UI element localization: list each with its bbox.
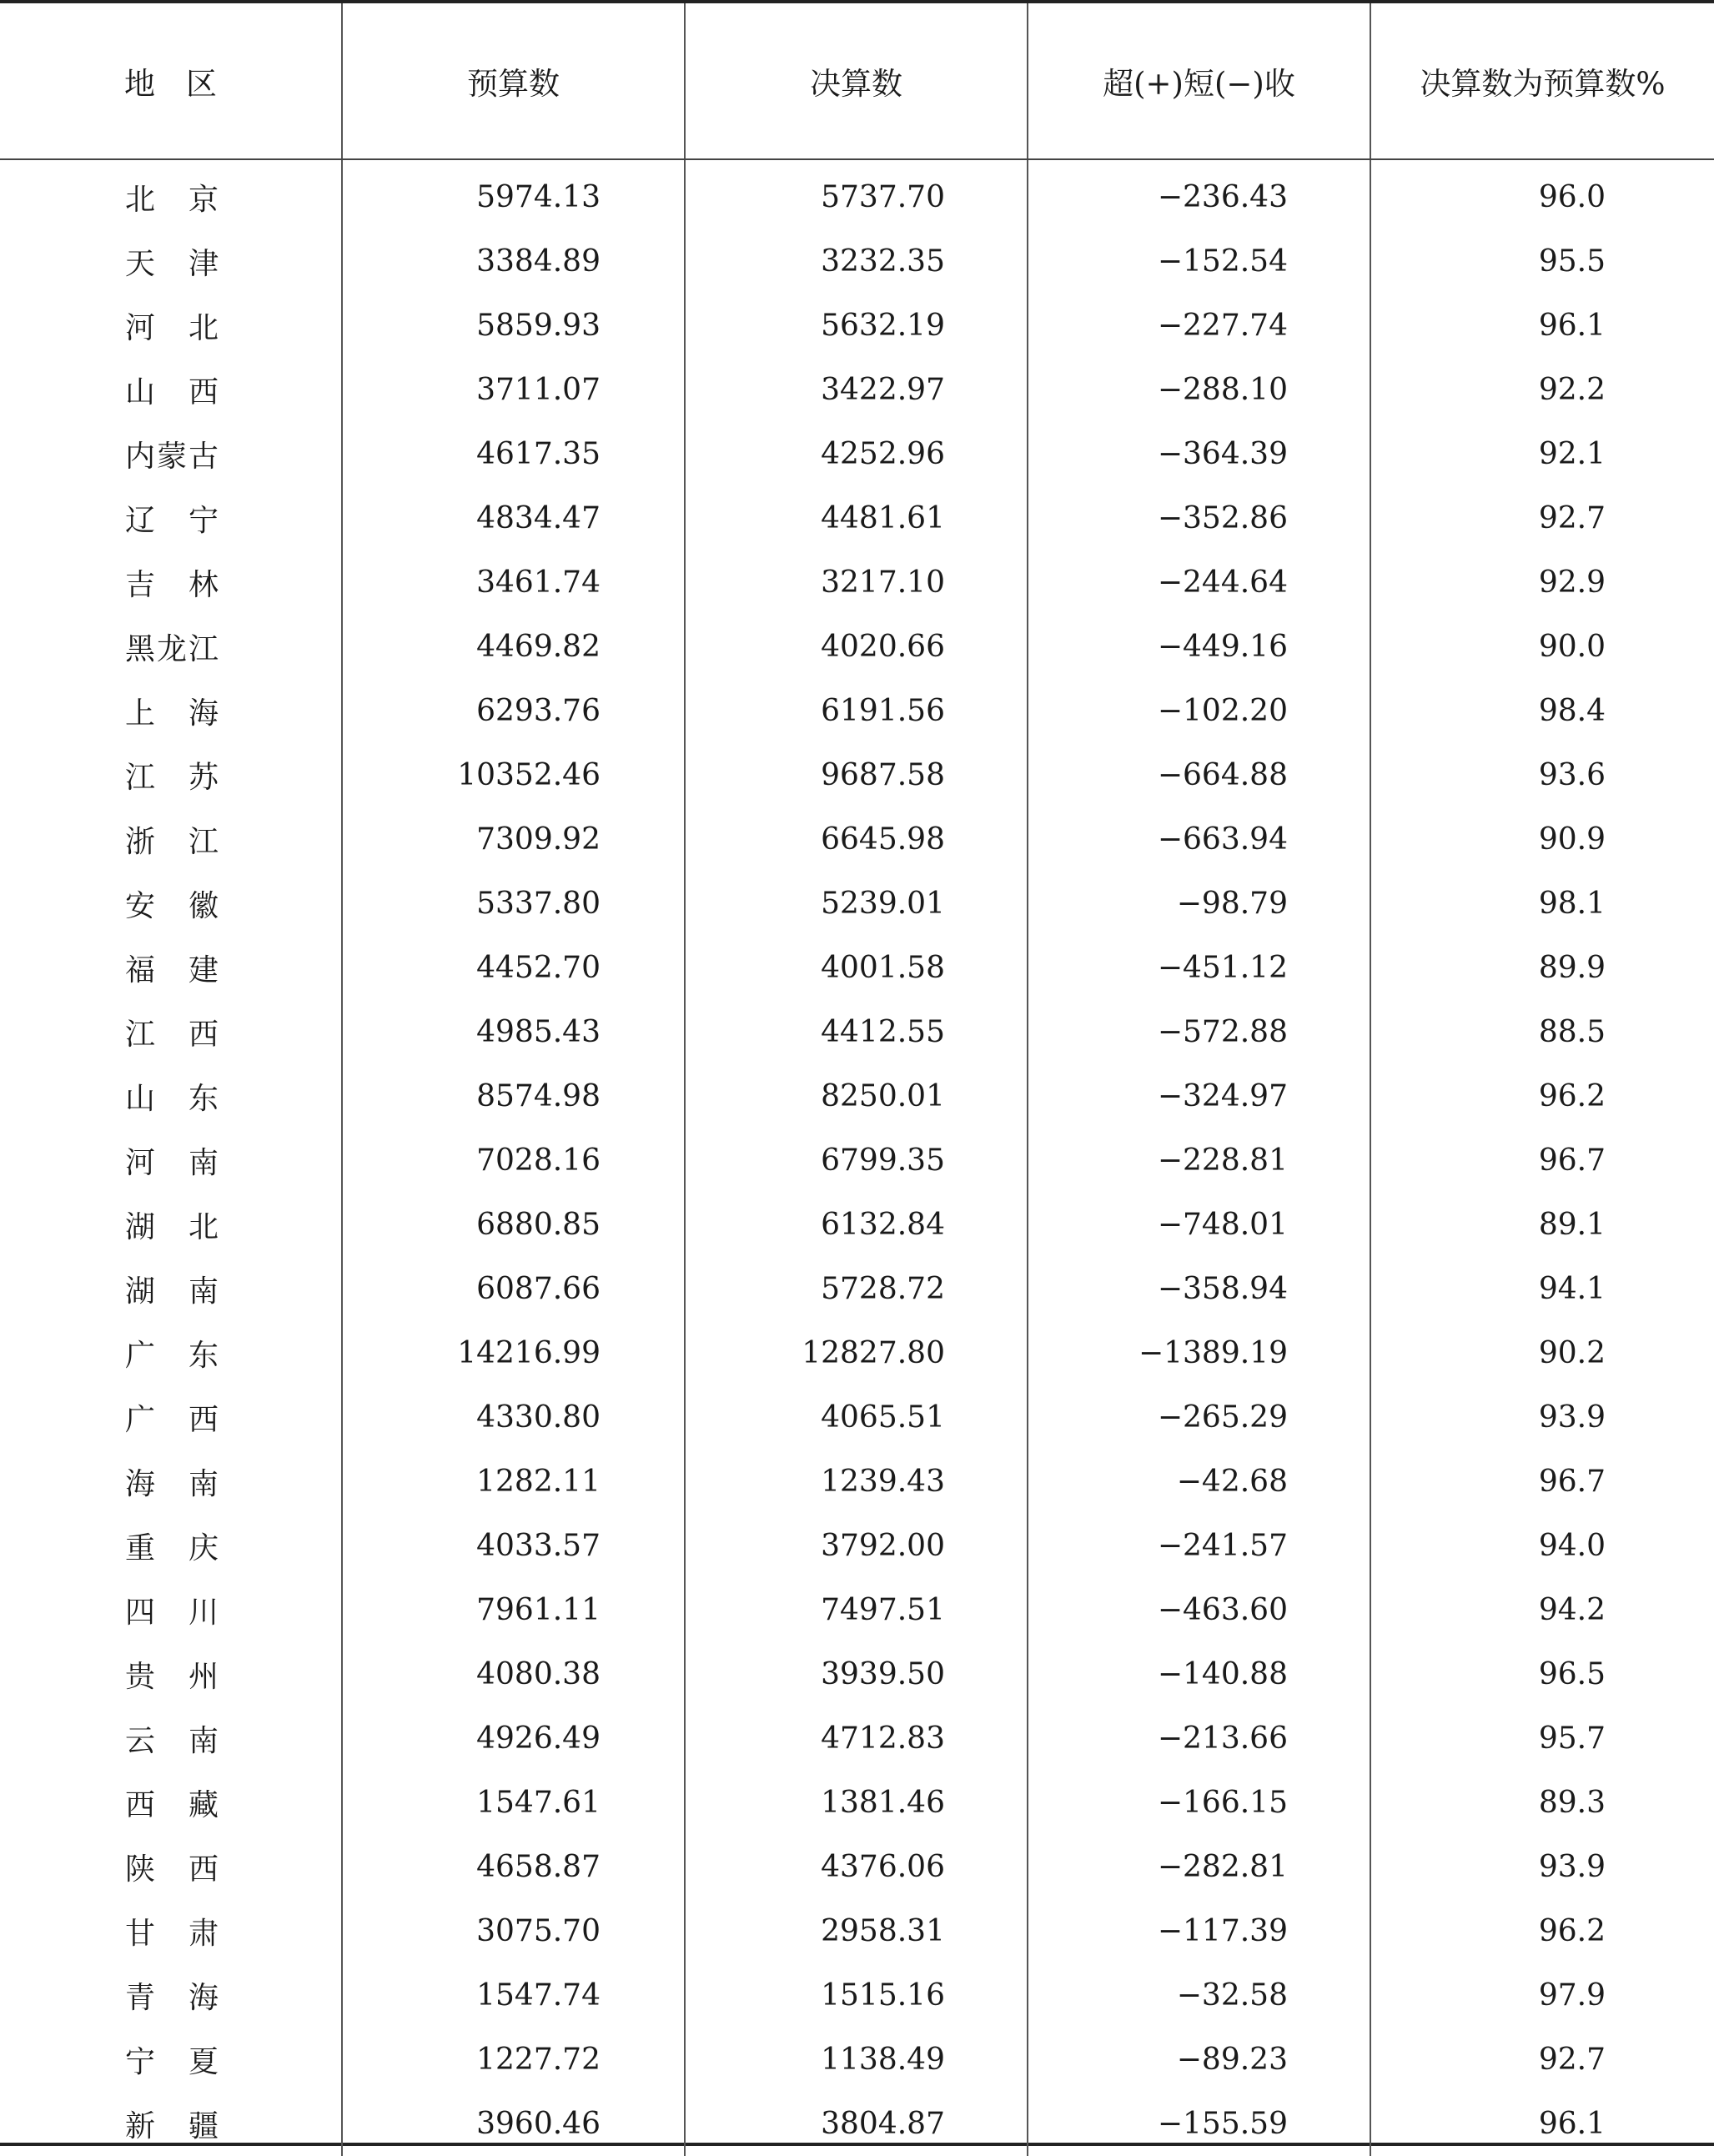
- cell-final: 6799.35: [685, 1128, 1028, 1193]
- cell-final: 3939.50: [685, 1642, 1028, 1706]
- cell-region: [0, 1899, 342, 1963]
- cell-final: 6645.98: [685, 807, 1028, 872]
- cell-diff: −98.79: [1028, 872, 1370, 936]
- region-name: 贵 州: [125, 1660, 221, 1694]
- cell-diff: −102.20: [1028, 679, 1370, 743]
- cell-diff: −324.97: [1028, 1064, 1370, 1128]
- cell-final: 8250.01: [685, 1064, 1028, 1128]
- cell-diff: −463.60: [1028, 1578, 1370, 1642]
- cell-ratio: 94.1: [1538, 1272, 1606, 1306]
- cell-final: 7497.51: [685, 1578, 1028, 1642]
- region-name: 海 南: [125, 1467, 221, 1501]
- cell-budget: 4617.35: [342, 422, 685, 486]
- cell-ratio: 96.7: [1538, 1143, 1606, 1178]
- cell-ratio: 98.1: [1538, 887, 1606, 921]
- cell-budget: 4926.49: [342, 1706, 685, 1771]
- cell-region: [0, 294, 342, 358]
- cell-diff: −282.81: [1028, 1835, 1370, 1899]
- cell-region: [0, 1064, 342, 1128]
- region-name: 黑龙江: [125, 632, 221, 666]
- region-name: 云 南: [125, 1724, 221, 1758]
- region-name: 北 京: [125, 183, 221, 217]
- cell-diff: −236.43: [1028, 159, 1370, 229]
- cell-budget: 14216.99: [342, 1321, 685, 1385]
- cell-budget: 6087.66: [342, 1257, 685, 1321]
- cell-ratio: 92.7: [1538, 501, 1606, 535]
- cell-diff: −228.81: [1028, 1128, 1370, 1193]
- region-name: 青 海: [125, 1981, 221, 2015]
- cell-final: 1239.43: [685, 1450, 1028, 1514]
- cell-budget: 7028.16: [342, 1128, 685, 1193]
- cell-region: [0, 1642, 342, 1706]
- cell-ratio: 92.2: [1538, 373, 1606, 407]
- cell-diff: −89.23: [1028, 2028, 1370, 2092]
- cell-final: 9687.58: [685, 743, 1028, 807]
- cell-budget: 1547.61: [342, 1771, 685, 1835]
- cell-diff: −664.88: [1028, 743, 1370, 807]
- cell-budget: 5337.80: [342, 872, 685, 936]
- table-row: [0, 679, 1714, 743]
- region-name: 江 西: [125, 1018, 221, 1052]
- cell-final: 3804.87: [685, 2092, 1028, 2156]
- region-name: 河 南: [125, 1146, 221, 1180]
- table-row: [0, 422, 1714, 486]
- table-header: [0, 3, 1714, 159]
- cell-budget: 7961.11: [342, 1578, 685, 1642]
- table-row: [0, 1514, 1714, 1578]
- cell-diff: −1389.19: [1028, 1321, 1370, 1385]
- cell-region: [0, 679, 342, 743]
- cell-ratio: 88.5: [1538, 1015, 1606, 1049]
- region-name: 天 津: [125, 247, 221, 281]
- table-row: [0, 936, 1714, 1000]
- cell-final: 2958.31: [685, 1899, 1028, 1963]
- cell-region: [0, 2092, 342, 2156]
- cell-region: [0, 422, 342, 486]
- cell-region: [0, 615, 342, 679]
- table-row: [0, 1835, 1714, 1899]
- cell-ratio: 93.6: [1538, 758, 1606, 792]
- cell-diff: −166.15: [1028, 1771, 1370, 1835]
- cell-budget: 4985.43: [342, 1000, 685, 1064]
- table-row: [0, 1771, 1714, 1835]
- cell-diff: −572.88: [1028, 1000, 1370, 1064]
- cell-region: [0, 1963, 342, 2028]
- cell-diff: −265.29: [1028, 1385, 1370, 1450]
- cell-diff: −288.10: [1028, 358, 1370, 422]
- cell-diff: −663.94: [1028, 807, 1370, 872]
- cell-ratio: 93.9: [1538, 1850, 1606, 1884]
- cell-region: [0, 1193, 342, 1257]
- header-ratio: 决算数为预算数%: [1370, 3, 1714, 159]
- region-name: 辽 宁: [125, 504, 221, 538]
- cell-final: 4481.61: [685, 486, 1028, 550]
- cell-diff: −748.01: [1028, 1193, 1370, 1257]
- cell-budget: 5974.13: [342, 159, 685, 229]
- cell-diff: −42.68: [1028, 1450, 1370, 1514]
- table-row: [0, 1064, 1714, 1128]
- cell-budget: 6880.85: [342, 1193, 685, 1257]
- cell-region: [0, 936, 342, 1000]
- header-final: 决算数: [685, 3, 1028, 159]
- region-name: 广 西: [125, 1403, 221, 1437]
- cell-budget: 4080.38: [342, 1642, 685, 1706]
- table-row: [0, 486, 1714, 550]
- cell-final: 1138.49: [685, 2028, 1028, 2092]
- cell-final: 3232.35: [685, 229, 1028, 294]
- cell-ratio: 96.5: [1538, 1657, 1606, 1691]
- cell-ratio: 98.4: [1538, 694, 1606, 728]
- cell-ratio: 97.9: [1538, 1978, 1606, 2013]
- region-name: 山 东: [125, 1082, 221, 1116]
- table-row: [0, 807, 1714, 872]
- table-row: [0, 1000, 1714, 1064]
- budget-table: [0, 3, 1714, 2156]
- cell-budget: 3711.07: [342, 358, 685, 422]
- cell-budget: 3075.70: [342, 1899, 685, 1963]
- cell-budget: 4330.80: [342, 1385, 685, 1450]
- region-name: 湖 南: [125, 1274, 221, 1309]
- cell-budget: 8574.98: [342, 1064, 685, 1128]
- region-name: 四 川: [125, 1596, 221, 1630]
- cell-diff: −244.64: [1028, 550, 1370, 615]
- cell-final: 4065.51: [685, 1385, 1028, 1450]
- region-name: 湖 北: [125, 1210, 221, 1244]
- cell-diff: −32.58: [1028, 1963, 1370, 2028]
- cell-ratio: 96.1: [1538, 309, 1606, 343]
- cell-budget: 5859.93: [342, 294, 685, 358]
- cell-region: [0, 229, 342, 294]
- cell-final: 5737.70: [685, 159, 1028, 229]
- cell-budget: 3960.46: [342, 2092, 685, 2156]
- table-row: [0, 1706, 1714, 1771]
- cell-region: [0, 358, 342, 422]
- cell-budget: 4834.47: [342, 486, 685, 550]
- cell-ratio: 93.9: [1538, 1400, 1606, 1435]
- cell-final: 6191.56: [685, 679, 1028, 743]
- region-name: 安 徽: [125, 889, 221, 923]
- cell-region: [0, 1257, 342, 1321]
- cell-diff: −117.39: [1028, 1899, 1370, 1963]
- table-row: [0, 1899, 1714, 1963]
- region-name: 甘 肃: [125, 1917, 221, 1951]
- table-row: [0, 615, 1714, 679]
- table-row: [0, 1128, 1714, 1193]
- region-name: 广 东: [125, 1339, 221, 1373]
- cell-ratio: 90.9: [1538, 822, 1606, 857]
- cell-ratio: 95.5: [1538, 244, 1606, 279]
- cell-region: [0, 807, 342, 872]
- cell-final: 4712.83: [685, 1706, 1028, 1771]
- table-row: [0, 229, 1714, 294]
- cell-diff: −364.39: [1028, 422, 1370, 486]
- table-row: [0, 2092, 1714, 2156]
- cell-budget: 6293.76: [342, 679, 685, 743]
- header-budget: 预算数: [342, 3, 685, 159]
- cell-diff: −352.86: [1028, 486, 1370, 550]
- region-name: 新 疆: [125, 2109, 221, 2143]
- cell-final: 4020.66: [685, 615, 1028, 679]
- cell-ratio: 96.2: [1538, 1079, 1606, 1113]
- cell-final: 5239.01: [685, 872, 1028, 936]
- table-row: [0, 743, 1714, 807]
- cell-diff: −213.66: [1028, 1706, 1370, 1771]
- cell-ratio: 89.9: [1538, 951, 1606, 985]
- table-row: [0, 159, 1714, 229]
- region-name: 西 藏: [125, 1788, 221, 1822]
- cell-region: [0, 1514, 342, 1578]
- cell-final: 1381.46: [685, 1771, 1028, 1835]
- cell-ratio: 96.2: [1538, 1914, 1606, 1948]
- cell-ratio: 96.0: [1538, 180, 1606, 214]
- region-name: 浙 江: [125, 825, 221, 859]
- cell-budget: 4033.57: [342, 1514, 685, 1578]
- table-row: [0, 872, 1714, 936]
- cell-final: 5728.72: [685, 1257, 1028, 1321]
- cell-ratio: 92.1: [1538, 437, 1606, 471]
- cell-diff: −227.74: [1028, 294, 1370, 358]
- cell-diff: −449.16: [1028, 615, 1370, 679]
- region-name: 重 庆: [125, 1531, 221, 1565]
- cell-region: [0, 159, 342, 229]
- table-row: [0, 2028, 1714, 2092]
- cell-final: 1515.16: [685, 1963, 1028, 2028]
- table-row: [0, 1963, 1714, 2028]
- cell-final: 4252.96: [685, 422, 1028, 486]
- cell-region: [0, 1771, 342, 1835]
- cell-ratio: 96.7: [1538, 1465, 1606, 1499]
- cell-budget: 4469.82: [342, 615, 685, 679]
- cell-region: [0, 1385, 342, 1450]
- cell-ratio: 95.7: [1538, 1721, 1606, 1756]
- cell-diff: −152.54: [1028, 229, 1370, 294]
- cell-final: 3792.00: [685, 1514, 1028, 1578]
- table-row: [0, 1257, 1714, 1321]
- cell-diff: −241.57: [1028, 1514, 1370, 1578]
- cell-final: 4412.55: [685, 1000, 1028, 1064]
- cell-budget: 1227.72: [342, 2028, 685, 2092]
- cell-ratio: 94.2: [1538, 1593, 1606, 1627]
- table-body: [0, 159, 1714, 2156]
- cell-budget: 3384.89: [342, 229, 685, 294]
- region-name: 吉 林: [125, 568, 221, 602]
- cell-region: [0, 1321, 342, 1385]
- cell-ratio: 90.0: [1538, 630, 1606, 664]
- cell-region: [0, 1128, 342, 1193]
- cell-final: 3422.97: [685, 358, 1028, 422]
- region-name: 福 建: [125, 953, 221, 988]
- cell-budget: 1282.11: [342, 1450, 685, 1514]
- cell-final: 3217.10: [685, 550, 1028, 615]
- cell-diff: −155.59: [1028, 2092, 1370, 2156]
- cell-budget: 4452.70: [342, 936, 685, 1000]
- cell-diff: −451.12: [1028, 936, 1370, 1000]
- cell-final: 12827.80: [685, 1321, 1028, 1385]
- table-row: [0, 1385, 1714, 1450]
- table-row: [0, 1193, 1714, 1257]
- table-row: [0, 1642, 1714, 1706]
- region-name: 宁 夏: [125, 2045, 221, 2079]
- cell-ratio: 92.9: [1538, 565, 1606, 600]
- table-row: [0, 1321, 1714, 1385]
- region-name: 陕 西: [125, 1852, 221, 1887]
- cell-diff: −140.88: [1028, 1642, 1370, 1706]
- cell-ratio: 94.0: [1538, 1529, 1606, 1563]
- table-row: [0, 1450, 1714, 1514]
- cell-region: [0, 1706, 342, 1771]
- table-row: [0, 550, 1714, 615]
- cell-final: 4376.06: [685, 1835, 1028, 1899]
- cell-region: [0, 486, 342, 550]
- cell-budget: 3461.74: [342, 550, 685, 615]
- cell-final: 5632.19: [685, 294, 1028, 358]
- header-region: 地 区: [0, 3, 342, 159]
- cell-region: [0, 1578, 342, 1642]
- region-name: 江 苏: [125, 761, 221, 795]
- cell-ratio: 92.7: [1538, 2043, 1606, 2077]
- cell-budget: 4658.87: [342, 1835, 685, 1899]
- header-row: [0, 3, 1714, 159]
- cell-diff: −358.94: [1028, 1257, 1370, 1321]
- cell-ratio: 90.2: [1538, 1336, 1606, 1370]
- cell-final: 6132.84: [685, 1193, 1028, 1257]
- cell-final: 4001.58: [685, 936, 1028, 1000]
- cell-region: [0, 872, 342, 936]
- region-name: 上 海: [125, 696, 221, 731]
- cell-region: [0, 2028, 342, 2092]
- table-row: [0, 358, 1714, 422]
- cell-ratio: 89.1: [1538, 1208, 1606, 1242]
- cell-budget: 10352.46: [342, 743, 685, 807]
- cell-region: [0, 1450, 342, 1514]
- cell-region: [0, 743, 342, 807]
- header-diff: 超(+)短(−)收: [1028, 3, 1370, 159]
- region-name: 山 西: [125, 375, 221, 410]
- region-name: 内蒙古: [125, 440, 221, 474]
- table-row: [0, 1578, 1714, 1642]
- region-name: 河 北: [125, 311, 221, 345]
- cell-region: [0, 1835, 342, 1899]
- cell-ratio: 96.1: [1538, 2107, 1606, 2141]
- cell-budget: 7309.92: [342, 807, 685, 872]
- cell-ratio: 89.3: [1538, 1786, 1606, 1820]
- table-row: [0, 294, 1714, 358]
- cell-budget: 1547.74: [342, 1963, 685, 2028]
- cell-region: [0, 550, 342, 615]
- cell-region: [0, 1000, 342, 1064]
